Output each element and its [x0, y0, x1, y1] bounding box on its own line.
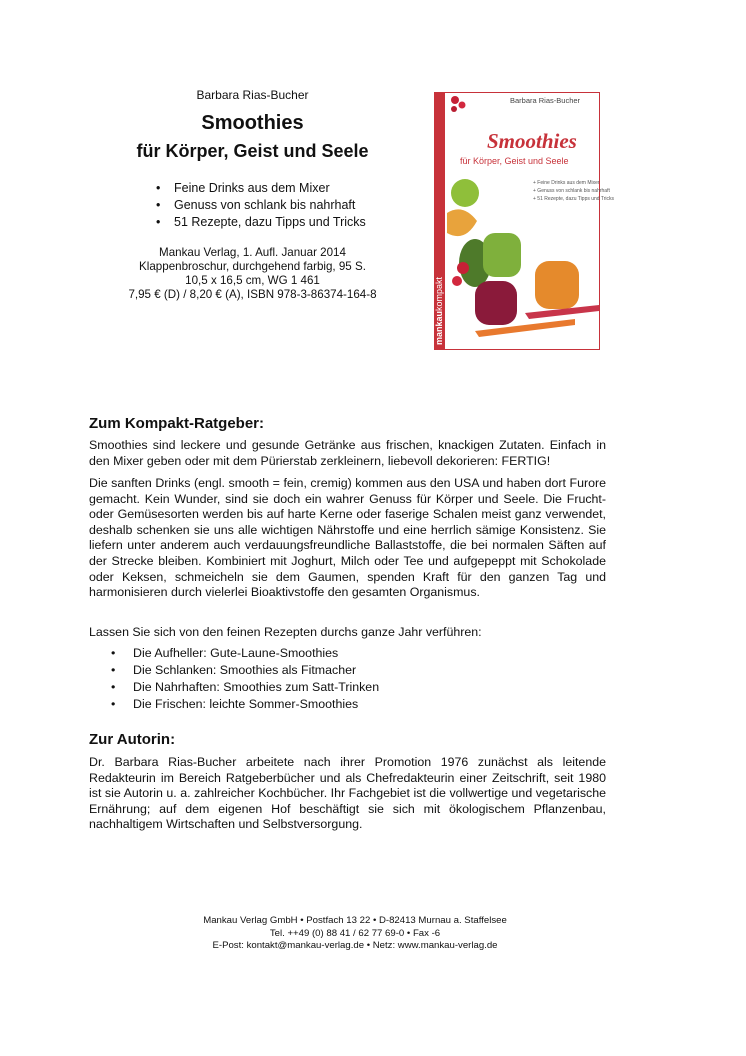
publisher-line: Mankau Verlag, 1. Aufl. Januar 2014 — [159, 246, 346, 259]
price-isbn-line: 7,95 € (D) / 8,20 € (A), ISBN 978-3-86374-164-8 — [128, 288, 377, 301]
list-item: • Die Frischen: leichte Sommer-Smoothies — [89, 696, 606, 713]
feature-list — [150, 180, 366, 231]
orange-smoothie-glass — [535, 261, 579, 309]
footer — [150, 915, 560, 953]
list-item: • Die Nahrhaften: Smoothies zum Satt-Trinken — [89, 679, 606, 696]
paragraph-author-bio: Dr. Barbara Rias-Bucher arbeitete nach ihrer Promotion 1976 zunächst als leitende Redakteurin im Bereich Ratgeberbücher und als Chefredakteurin einer Zeitschrift, seit 1980 ist sie Autorin u. a. zahlreicher Kochbücher. Ihr Fachgebiet ist die vollwertige und vegetarische Ernährung; auf dem eigenen Hof beschäftigt sie sich mit ökologischem Pflanzenbau, nachhaltigem Wirtschaften und Selbstversorgung. — [89, 755, 606, 832]
cover-bullet: + Genuss von schlank bis nahrhaft — [533, 188, 610, 194]
paragraph-intro: Smoothies sind leckere und gesunde Getränke aus frischen, knackigen Zutaten. Einfach in den Mixer geben oder mit dem Pürierstab zerkleinern, liebevoll dekorieren: FERTIG! — [89, 438, 606, 468]
cover-bullet: + Feine Drinks aus dem Mixer — [533, 180, 600, 186]
feature-item: • 51 Rezepte, dazu Tipps und Tricks — [150, 214, 366, 231]
apple-icon — [451, 179, 479, 207]
cover-illustration — [434, 93, 615, 349]
feature-item: • Genuss von schlank bis nahrhaft — [150, 197, 366, 214]
green-smoothie-glass — [483, 233, 521, 277]
strawberry-icon — [452, 276, 462, 286]
spine-brand: mankau — [434, 310, 444, 345]
footer-contact: E-Post: kontakt@mankau-verlag.de • Netz: www.mankau-verlag.de — [212, 940, 498, 952]
footer-phone: Tel. ++49 (0) 88 41 / 62 77 69-0 • Fax -6 — [269, 927, 441, 939]
list-item: • Die Schlanken: Smoothies als Fitmacher — [89, 662, 606, 679]
spine-series: kompakt — [434, 276, 444, 311]
feature-item: • Feine Drinks aus dem Mixer — [150, 180, 366, 197]
strawberry-icon — [457, 262, 469, 274]
section-heading-autorin: Zur Autorin: — [89, 731, 176, 748]
book-subtitle: für Körper, Geist und Seele — [136, 141, 369, 161]
raspberry-icon — [459, 102, 466, 109]
cover-subtitle: für Körper, Geist und Seele — [460, 156, 569, 166]
peach-icon — [447, 209, 477, 236]
cover-author: Barbara Rias-Bucher — [510, 96, 581, 105]
section-heading-ratgeber: Zum Kompakt-Ratgeber: — [89, 415, 265, 432]
cover-bullet: + 51 Rezepte, dazu Tipps und Tricks — [533, 196, 615, 202]
publication-info — [110, 246, 395, 302]
size-line: 10,5 x 16,5 cm, WG 1 461 — [185, 274, 320, 287]
author-name: Barbara Rias-Bucher — [196, 88, 309, 102]
book-title: Smoothies — [201, 112, 304, 134]
chapter-list — [89, 645, 606, 713]
footer-address: Mankau Verlag GmbH • Postfach 13 22 • D-82413 Murnau a. Staffelsee — [203, 915, 507, 926]
list-item: • Die Aufheller: Gute-Laune-Smoothies — [89, 645, 606, 662]
paragraph-lead-in: Lassen Sie sich von den feinen Rezepten durchs ganze Jahr verführen: — [89, 625, 482, 639]
berry-smoothie-glass — [475, 281, 517, 325]
svg-text:mankaukompakt — [434, 276, 444, 345]
format-line: Klappenbroschur, durchgehend farbig, 95 S. — [139, 260, 366, 273]
paragraph-description: Die sanften Drinks (engl. smooth = fein, cremig) kommen aus den USA und haben dort Furore gemacht. Kein Wunder, sind sie doch ein wahrer Genuss für Körper und Seele. Die Frucht- oder Gemüsesorten werden bis auf harte Kerne oder faserige Schalen meist ganz verwendet, deshalb schenken sie uns alle wichtigen Nährstoffe und eine herrlich sämige Konsistenz. Sie liefern unter anderem auch verdauungsfreundliche Ballaststoffe, die bei normalen Säften auf der Strecke bleiben. Kombiniert mit Joghurt, Milch oder Tee und aufgepeppt mit Schokolade oder Keksen, schmeicheln sie dem Gaumen, spenden Kraft für den ganzen Tag und harmonisieren durch vielerlei Bioaktivstoffe den gesamten Organismus. — [89, 476, 606, 600]
cover-title: Smoothies — [487, 129, 577, 153]
raspberry-icon — [451, 96, 459, 104]
book-cover — [434, 92, 615, 350]
raspberry-icon — [451, 106, 457, 112]
